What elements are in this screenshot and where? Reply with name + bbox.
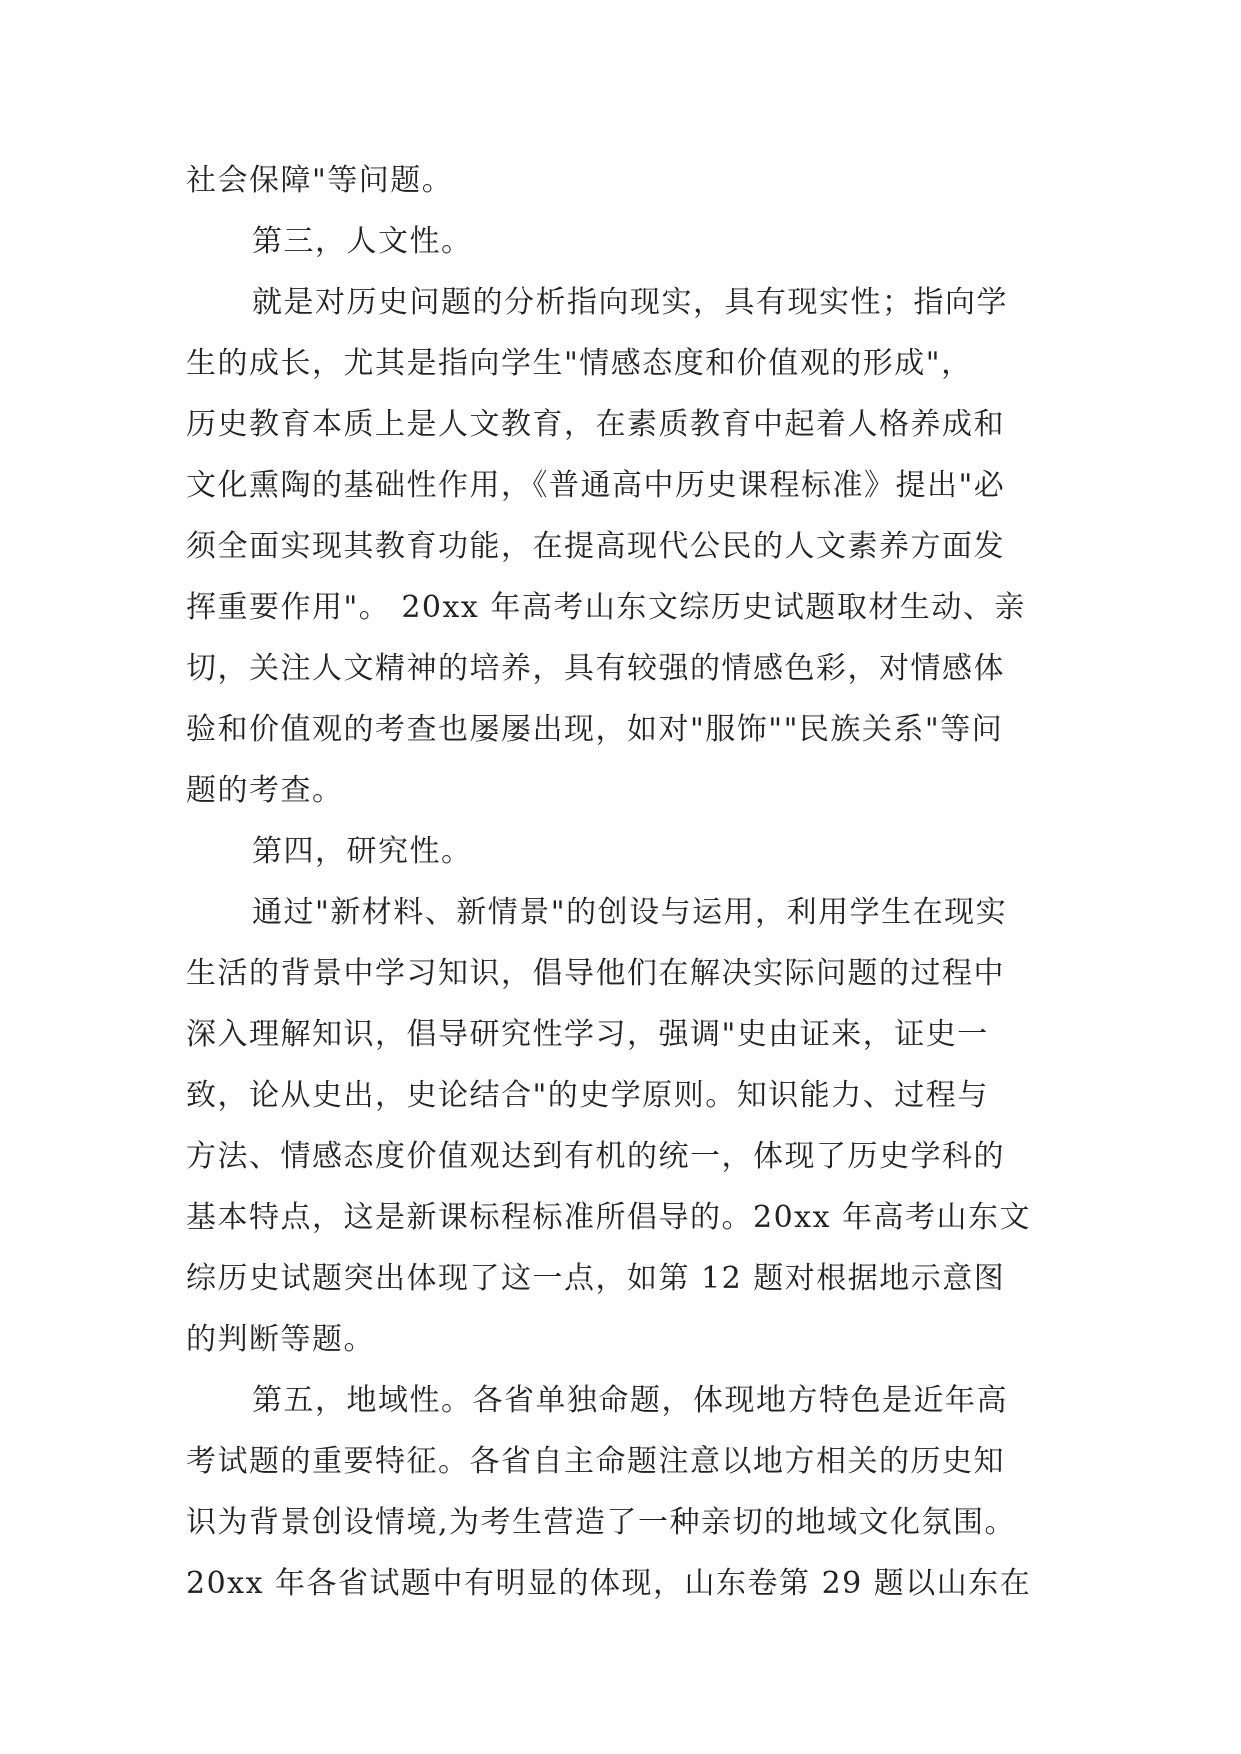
text-line: 识为背景创设情境,为考生营造了一种亲切的地域文化氛围。 <box>186 1505 1017 1540</box>
text-line: 综历史试题突出体现了这一点，如第 12 题对根据地示意图 <box>186 1261 1006 1296</box>
text-line: 20xx 年各省试题中有明显的体现，山东卷第 29 题以山东在 <box>186 1566 1032 1601</box>
text-line: 的判断等题。 <box>186 1322 375 1357</box>
text-line: 挥重要作用"。 20xx 年高考山东文综历史试题取材生动、亲 <box>186 590 1026 625</box>
text-line: 生活的背景中学习知识，倡导他们在解决实际问题的过程中 <box>186 956 1005 991</box>
text-line: 就是对历史问题的分析指向现实，具有现实性；指向学 <box>252 285 1008 320</box>
text-line: 题的考查。 <box>186 773 344 808</box>
heading-humanistic: 第三，人文性。 <box>252 224 473 259</box>
text-line: 切，关注人文精神的培养，具有较强的情感色彩，对情感体 <box>186 651 1005 686</box>
text-line: 深入理解知识，倡导研究性学习，强调"史由证来，证史一 <box>186 1017 989 1052</box>
text-line: 基本特点，这是新课标程标准所倡导的。20xx 年高考山东文 <box>186 1200 1032 1235</box>
body-text <box>186 150 1056 1614</box>
heading-research: 第四，研究性。 <box>252 834 473 869</box>
text-line: 社会保障"等问题。 <box>186 163 454 198</box>
text-line: 历史教育本质上是人文教育，在素质教育中起着人格养成和 <box>186 407 1005 442</box>
text-line: 须全面实现其教育功能，在提高现代公民的人文素养方面发 <box>186 529 1005 564</box>
text-line: 生的成长，尤其是指向学生"情感态度和价值观的形成"， <box>186 346 973 381</box>
text-line: 通过"新材料、新情景"的创设与运用，利用学生在现实 <box>252 895 1008 930</box>
text-line: 验和价值观的考查也屡屡出现，如对"服饰""民族关系"等问 <box>186 712 1004 747</box>
heading-regional: 第五，地域性。各省单独命题，体现地方特色是近年高 <box>252 1383 1008 1418</box>
text-line: 文化熏陶的基础性作用，《普通高中历史课程标准》提出"必 <box>186 468 1006 503</box>
text-line: 致，论从史出，史论结合"的史学原则。知识能力、过程与 <box>186 1078 989 1113</box>
text-line: 方法、情感态度价值观达到有机的统一，体现了历史学科的 <box>186 1139 1005 1174</box>
text-line: 考试题的重要特征。各省自主命题注意以地方相关的历史知 <box>186 1444 1005 1479</box>
